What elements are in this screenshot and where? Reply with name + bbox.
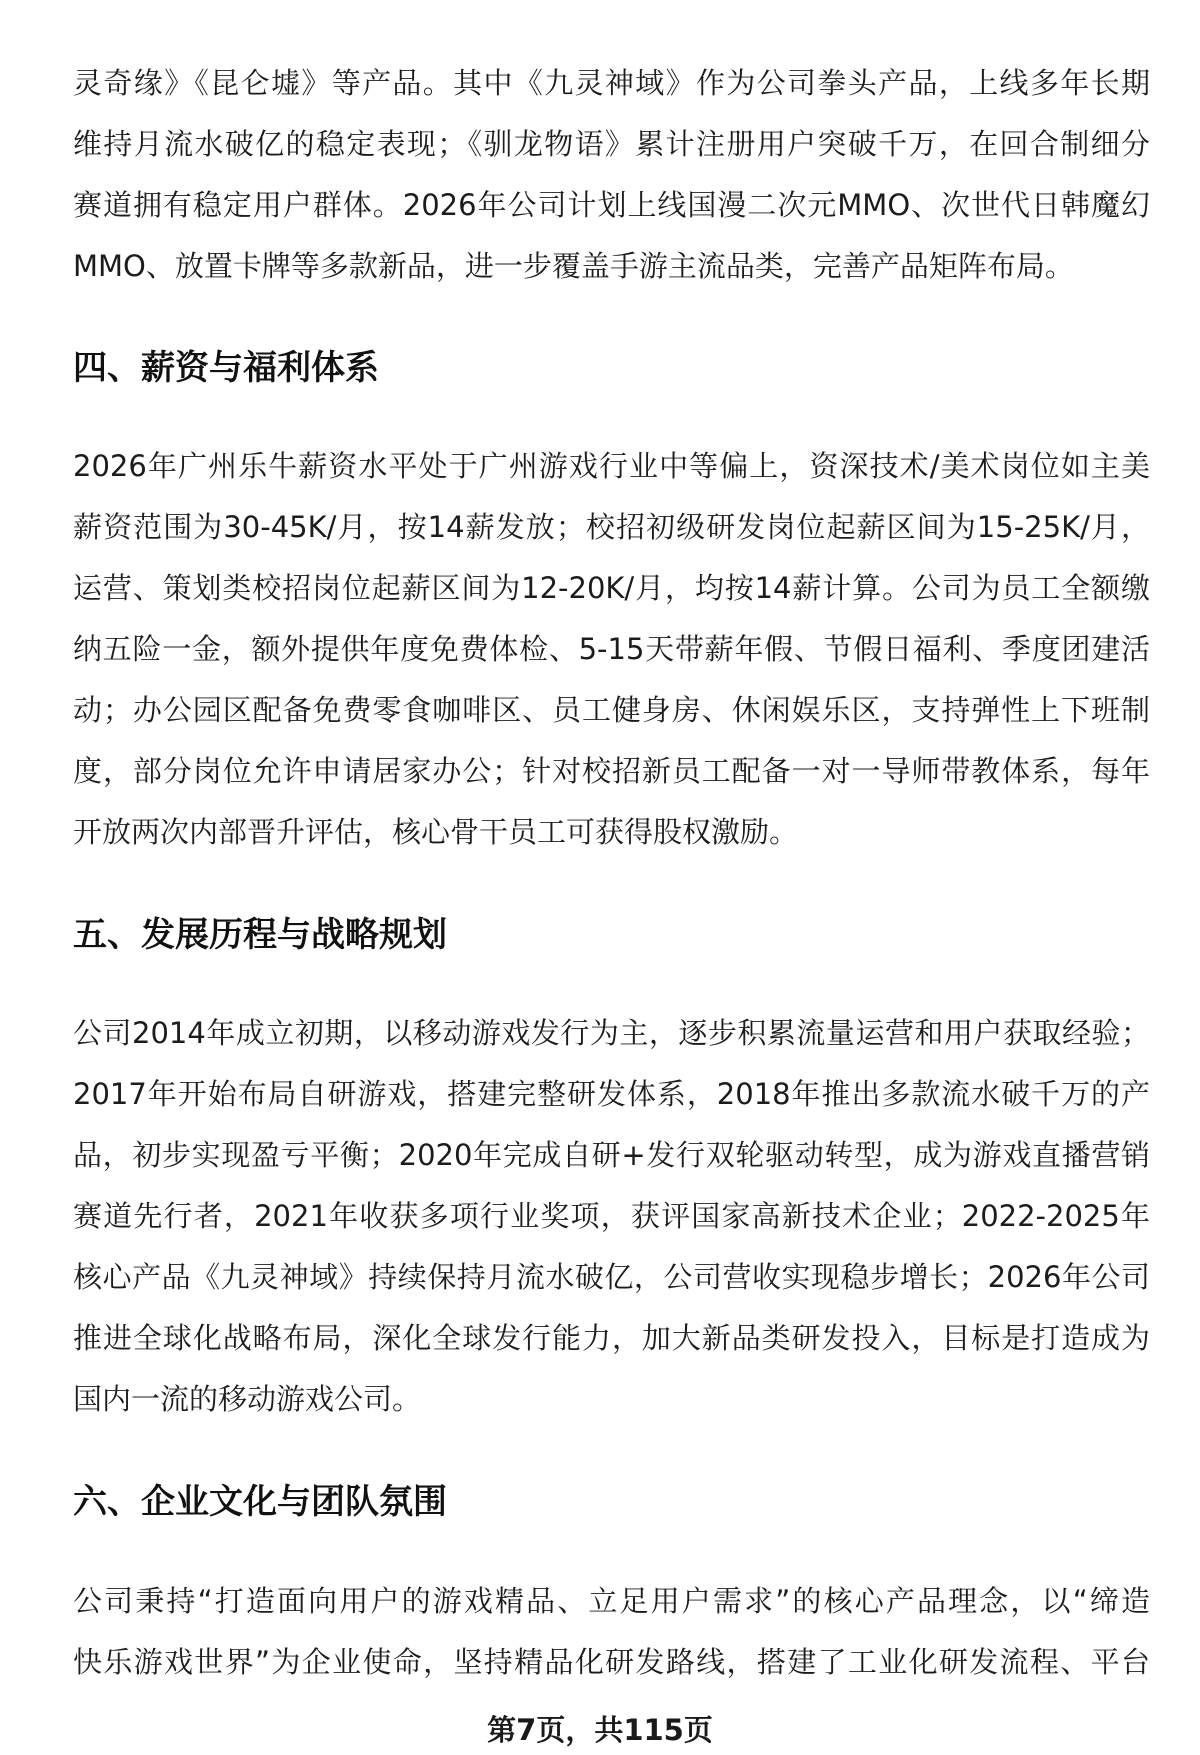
paragraph-line: 赛道先行者，2021年收获多项行业奖项，获评国家高新技术企业；2022-2025年: [73, 1199, 1150, 1233]
section-heading-culture-team: 六、企业文化与团队氛围: [73, 1482, 447, 1522]
salary-benefits-paragraph: [73, 436, 1150, 863]
paragraph-line: 薪资范围为30-45K/月，按14薪发放；校招初级研发岗位起薪区间为15-25K/月，: [73, 510, 1150, 544]
paragraph-line: 2017年开始布局自研游戏，搭建完整研发体系，2018年推出多款流水破千万的产: [73, 1077, 1150, 1111]
intro-paragraph: [73, 53, 1150, 297]
paragraph-line: 核心产品《九灵神域》持续保持月流水破亿，公司营收实现稳步增长；2026年公司: [73, 1260, 1150, 1294]
paragraph-line: 度，部分岗位允许申请居家办公；针对校招新员工配备一对一导师带教体系，每年: [73, 754, 1150, 788]
paragraph-line: 推进全球化战略布局，深化全球发行能力，加大新品类研发投入，目标是打造成为: [73, 1321, 1150, 1355]
paragraph-line: 运营、策划类校招岗位起薪区间为12-20K/月，均按14薪计算。公司为员工全额缴: [73, 571, 1150, 605]
paragraph-line: 快乐游戏世界”为企业使命，坚持精品化研发路线，搭建了工业化研发流程、平台: [73, 1645, 1150, 1679]
paragraph-line: MMO、放置卡牌等多款新品，进一步覆盖手游主流品类，完善产品矩阵布局。: [73, 249, 1074, 283]
paragraph-line: 赛道拥有稳定用户群体。2026年公司计划上线国漫二次元MMO、次世代日韩魔幻: [73, 188, 1150, 222]
history-strategy-paragraph: [73, 1003, 1150, 1430]
paragraph-line: 维持月流水破亿的稳定表现；《驯龙物语》累计注册用户突破千万，在回合制细分: [73, 127, 1150, 161]
paragraph-line: 灵奇缘》《昆仑墟》等产品。其中《九灵神域》作为公司拳头产品，上线多年长期: [73, 66, 1150, 100]
paragraph-line: 公司秉持“打造面向用户的游戏精品、立足用户需求”的核心产品理念，以“缔造: [73, 1584, 1150, 1618]
paragraph-line: 2026年广州乐牛薪资水平处于广州游戏行业中等偏上，资深技术/美术岗位如主美: [73, 449, 1150, 483]
paragraph-line: 公司2014年成立初期，以移动游戏发行为主，逐步积累流量运营和用户获取经验；: [73, 1016, 1150, 1050]
paragraph-line: 国内一流的移动游戏公司。: [73, 1382, 422, 1416]
paragraph-line: 纳五险一金，额外提供年度免费体检、5-15天带薪年假、节假日福利、季度团建活: [73, 632, 1150, 666]
section-heading-history-strategy: 五、发展历程与战略规划: [73, 915, 447, 955]
page-number-footer: 第7页，共115页: [487, 1713, 713, 1747]
paragraph-line: 开放两次内部晋升评估，核心骨干员工可获得股权激励。: [73, 815, 799, 849]
paragraph-line: 品，初步实现盈亏平衡；2020年完成自研+发行双轮驱动转型，成为游戏直播营销: [73, 1138, 1150, 1172]
culture-team-paragraph: [73, 1571, 1150, 1693]
section-heading-salary-benefits: 四、薪资与福利体系: [73, 348, 379, 388]
paragraph-line: 动；办公园区配备免费零食咖啡区、员工健身房、休闲娱乐区，支持弹性上下班制: [73, 693, 1150, 727]
